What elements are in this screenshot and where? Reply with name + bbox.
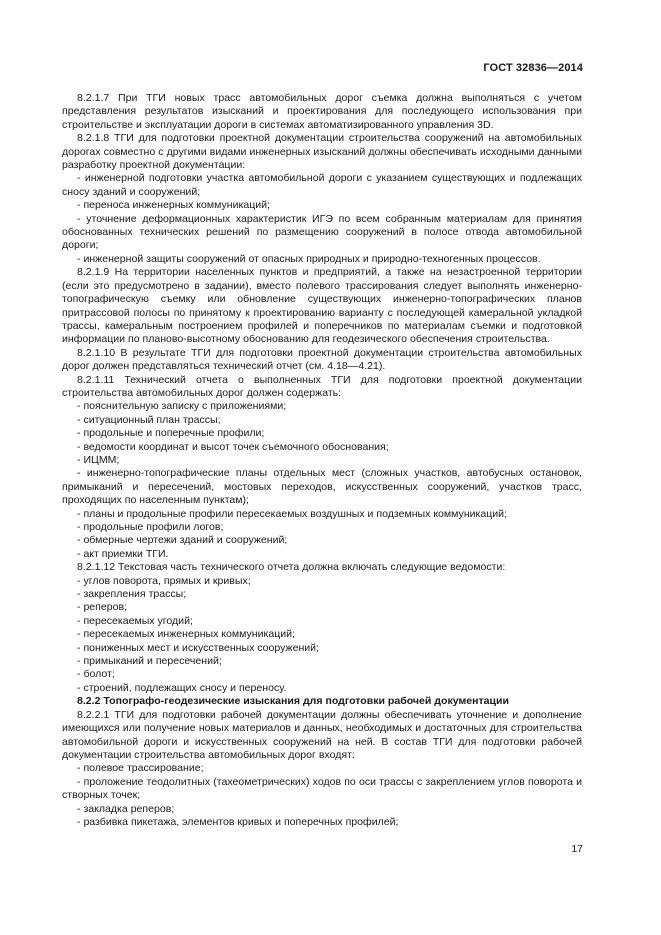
list-item: - проложение теодолитных (тахеометрических) ходов по оси трассы с закреплением углов поворота и створных точек; [62, 775, 582, 802]
list-item: - обмерные чертежи зданий и сооружений; [77, 534, 288, 547]
list-item: - продольные и поперечные профили; [77, 427, 265, 440]
list-item: - реперов; [77, 601, 128, 614]
list-item: - примыканий и пересечений; [77, 655, 222, 668]
page-number: 17 [571, 843, 583, 855]
list-item: - пересекаемых угодий; [77, 614, 193, 627]
section-heading: 8.2.2 Топографо-геодезические изыскания для подготовки рабочей документации [77, 695, 509, 708]
document-body [62, 92, 582, 829]
list-item: - полевое трассирование; [77, 762, 204, 775]
list-item: - болот; [77, 668, 115, 681]
paragraph: 8.2.1.7 При ТГИ новых трасс автомобильных дорог съемка должна выполняться с учетом представления результатов изысканий и проектирования для последующего использования при строительстве и эксплуатации дороги в системах автоматизированного управления 3D. [62, 92, 582, 131]
list-item: - пересекаемых инженерных коммуникаций; [77, 628, 295, 641]
paragraph: 8.2.2.1 ТГИ для подготовки рабочей документации должны обеспечивать уточнение и дополнение имеющихся или получение новых материалов и данных, необходимых и достаточных для строительства автомобильной дороги и искусственных сооружений на ней. В состав ТГИ для подготовки рабочей документации строительства автомобильных дорог входят: [62, 708, 582, 761]
list-item: - строений, подлежащих сносу и переносу. [77, 681, 287, 694]
list-item: - пониженных мест и искусственных сооружений; [77, 641, 319, 654]
list-item: - продольные профили логов; [77, 521, 224, 533]
list-item: - переноса инженерных коммуникаций; [77, 199, 270, 212]
list-item: - инженерной защиты сооружений от опасных природных и природно-техногенных процессов. [77, 252, 541, 265]
list-item: - инженерно-топографические планы отдельных мест (сложных участков, автобусных остановок, примыканий и пересечений, мостовых переходов, искусственных сооружений, участков трасс, проходящих по населенным пунктам); [62, 467, 582, 507]
list-item: - разбивка пикетажа, элементов кривых и поперечных профилей; [77, 815, 399, 828]
list-item: - ситуационный план трассы; [77, 413, 221, 426]
list-item: - закладка реперов; [77, 802, 175, 815]
list-item: - закрепления трассы; [77, 588, 187, 601]
list-item: - ведомости координат и высот точек съемочного обоснования; [77, 440, 389, 453]
paragraph: 8.2.1.10 В результате ТГИ для подготовки проектной документации строительства автомобильных дорог должен представляться технический отчет (см. 4.18—4.21). [62, 346, 582, 373]
paragraph: 8.2.1.9 На территории населенных пунктов и предприятий, а также на незастроенной территории (если это предусмотрено в задании), вместо полевого трассирования следует выполнять инженерно-топографическую съемку или обновление существующих инженерно-топографических планов притрассовой полосы по принятому к проектированию варианту с последующей камеральной укладкой трассы, камеральным построением профилей и поперечников по материалам съемки и подготовкой информации по планово-высотному обоснованию для геодезического обеспечения строительства. [62, 266, 582, 346]
list-item: - углов поворота, прямых и кривых; [77, 574, 251, 587]
list-item: - планы и продольные профили пересекаемых воздушных и подземных коммуникаций; [77, 507, 507, 520]
paragraph: 8.2.1.8 ТГИ для подготовки проектной документации строительства сооружений на автомобильных дорогах совместно с другими видами инженерных изысканий должны обеспечивать исходными данными разработку проектной документации: [62, 132, 582, 172]
list-item: - акт приемки ТГИ. [77, 547, 169, 560]
list-item: - уточнение деформационных характеристик ИГЭ по всем собранным материалам для принятия обоснованных технических решений по размещению сооружений в полосе отвода автомобильной дороги; [62, 212, 582, 252]
paragraph: 8.2.1.12 Текстовая часть технического отчета должна включать следующие ведомости: [77, 561, 506, 574]
standard-header: ГОСТ 32836—2014 [483, 62, 583, 74]
list-item: - инженерной подготовки участка автомобильной дороги с указанием существующих и подлежащих сносу зданий и сооружений; [62, 172, 582, 198]
list-item: - ИЦММ; [77, 453, 120, 466]
paragraph: 8.2.1.11 Технический отчета о выполненных ТГИ для подготовки проектной документации строительства автомобильных дорог должен содержать: [62, 373, 582, 399]
list-item: - пояснительную записку с приложениями; [77, 400, 287, 413]
